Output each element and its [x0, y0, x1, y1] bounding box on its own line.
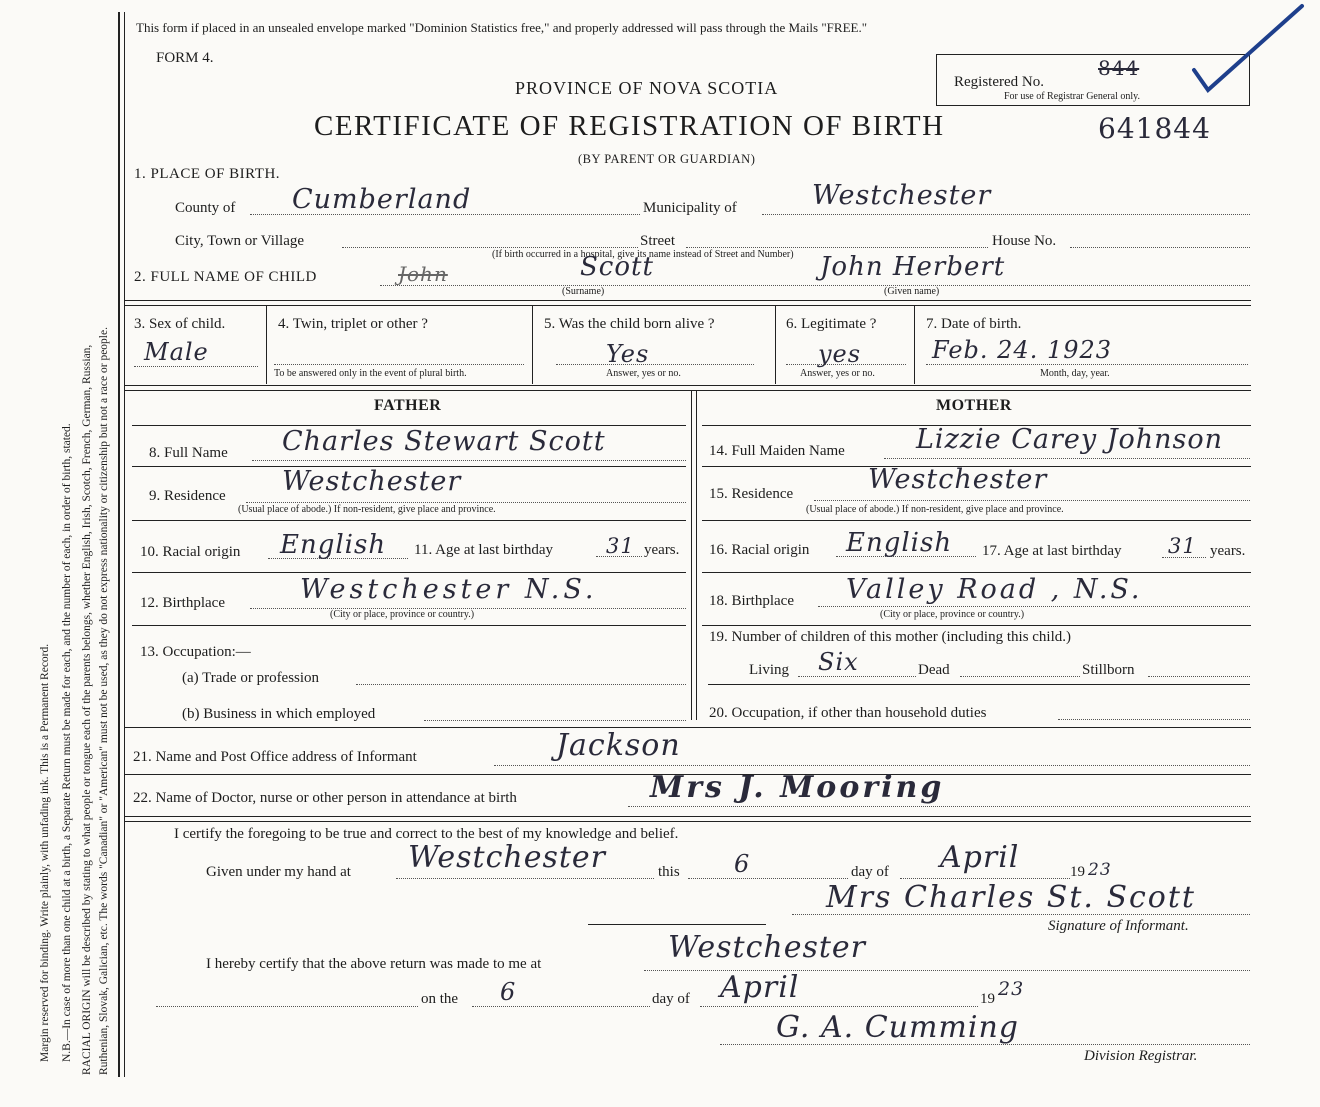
checkmark-icon: [1180, 0, 1310, 110]
father-name-line: [252, 460, 686, 461]
sex-label: 3. Sex of child.: [134, 316, 226, 332]
informant-value: Jackson: [556, 728, 681, 763]
given-place-value: Westchester: [408, 840, 607, 875]
alive-value: Yes: [606, 340, 650, 368]
living-line: [798, 676, 916, 677]
father-rule-2: [132, 520, 686, 521]
given-year-value: 23: [1088, 860, 1112, 880]
given-under-hand-label: Given under my hand at: [206, 864, 351, 880]
house-number-label: House No.: [992, 233, 1057, 249]
margin-racial-note-1: RACIAL ORIGIN will be described by stating to what people or tongue each of the parents belongs, whether English, Irish, Scotch, French, German, Russian,: [81, 344, 93, 1075]
municipality-value: Westchester: [812, 180, 992, 211]
father-birthplace-note: (City or place, province or country.): [330, 609, 475, 620]
legit-line: [786, 364, 906, 365]
mother-rule-2: [702, 520, 1251, 521]
mother-birthplace-label: 18. Birthplace: [709, 593, 794, 609]
mother-years-label: years.: [1210, 543, 1246, 559]
father-age-label: 11. Age at last birthday: [414, 542, 553, 558]
registrar-on-the-label: on the: [421, 991, 459, 1007]
row3-divider-2: [532, 306, 533, 384]
informant-line: [494, 765, 1250, 766]
mother-rule-3: [702, 572, 1251, 573]
living-label: Living: [749, 662, 789, 678]
city-label: City, Town or Village: [175, 233, 305, 249]
street-line: [686, 247, 988, 248]
mother-residence-note: (Usual place of abode.) If non-resident, give place and province.: [806, 504, 1064, 515]
registrar-month-value: April: [720, 970, 800, 1005]
city-line: [342, 247, 638, 248]
mother-race-label: 16. Racial origin: [709, 542, 810, 558]
living-value: Six: [818, 648, 859, 676]
row3-divider-1: [266, 306, 267, 384]
place-of-birth-heading: 1. PLACE OF BIRTH.: [134, 166, 281, 182]
dead-label: Dead: [918, 662, 950, 678]
mother-rule-5: [708, 684, 1250, 685]
sex-line: [134, 366, 258, 367]
father-business-line: [424, 720, 686, 721]
street-label: Street: [640, 233, 675, 249]
mother-age-value: 31: [1168, 534, 1197, 558]
rule-top-2: [124, 305, 1251, 306]
rule-cert-1: [124, 816, 1251, 817]
given-place-line: [396, 878, 654, 879]
father-business-label: (b) Business in which employed: [182, 706, 376, 722]
father-age-value: 31: [606, 534, 635, 558]
mother-age-label: 17. Age at last birthday: [982, 543, 1122, 559]
registration-number-handwritten: 641844: [1098, 112, 1211, 145]
twin-label: 4. Twin, triplet or other ?: [278, 316, 428, 332]
dob-value: Feb. 24. 1923: [932, 336, 1113, 364]
registrar-day-value: 6: [500, 978, 517, 1006]
margin-racial-note-2: Ruthenian, Slovak, Galician, etc. The words "Canadian" or "American" must not be used, as they do not express nationality or citizenship but not a race or people.: [98, 327, 110, 1075]
document-subtitle: (BY PARENT OR GUARDIAN): [578, 152, 756, 166]
registrar-statement: I hereby certify that the above return was made to me at: [206, 956, 542, 972]
province-heading: PROVINCE OF NOVA SCOTIA: [515, 78, 779, 98]
informant-sig-rule: [588, 924, 766, 925]
father-res-line: [246, 502, 686, 503]
twin-note: To be answered only in the event of plural birth.: [274, 368, 467, 379]
child-given-value: John Herbert: [820, 252, 1006, 282]
registrar-day-line: [472, 1006, 650, 1007]
given-day-of-label: day of: [851, 864, 889, 880]
registrar-year-prefix: 19: [980, 991, 995, 1007]
rule-mid-2: [124, 390, 1251, 391]
alive-line: [556, 364, 754, 365]
mother-name-label: 14. Full Maiden Name: [709, 443, 845, 459]
alive-label: 5. Was the child born alive ?: [544, 316, 715, 332]
registrar-month-line: [700, 1006, 978, 1007]
doctor-line: [628, 806, 1250, 807]
mother-name-line: [884, 458, 1250, 459]
mother-res-line: [814, 500, 1250, 501]
informant-signature: Mrs Charles St. Scott: [826, 880, 1196, 915]
mother-residence-value: Westchester: [868, 464, 1048, 495]
signature-of-informant-label: Signature of Informant.: [1048, 918, 1189, 934]
father-name-label: 8. Full Name: [149, 445, 228, 461]
form-number: FORM 4.: [156, 50, 214, 66]
mail-notice: This form if placed in an unsealed envelope marked "Dominion Statistics free," and properly addressed will pass through the Mails "FREE.": [136, 20, 868, 35]
legitimate-note: Answer, yes or no.: [800, 368, 875, 379]
father-occupation-label: 13. Occupation:—: [140, 644, 251, 660]
county-value: Cumberland: [292, 184, 472, 215]
municipality-line: [762, 214, 1250, 215]
left-border-inner: [124, 12, 125, 1077]
dead-line: [960, 676, 1080, 677]
father-years-label: years.: [644, 542, 680, 558]
father-birthplace-value: Westchester N.S.: [300, 574, 598, 605]
child-surname-value: Scott: [580, 252, 654, 282]
alive-note: Answer, yes or no.: [606, 368, 681, 379]
mother-occupation-label: 20. Occupation, if other than household duties: [709, 705, 987, 721]
mother-race-value: English: [846, 528, 953, 558]
father-residence-label: 9. Residence: [149, 488, 226, 504]
mother-rule-4: [702, 625, 1251, 626]
hospital-note: (If birth occurred in a hospital, give its name instead of Street and Number): [492, 249, 794, 260]
dob-note: Month, day, year.: [1040, 368, 1110, 379]
this-label: this: [658, 864, 680, 880]
rule-top-1: [124, 300, 1251, 301]
house-line: [1070, 247, 1250, 248]
registrar-day-of-label: day of: [652, 991, 690, 1007]
given-day-value: 6: [734, 850, 751, 878]
mother-heading: MOTHER: [936, 397, 1012, 414]
document-title: CERTIFICATE OF REGISTRATION OF BIRTH: [314, 110, 945, 142]
row3-divider-4: [914, 306, 915, 384]
parent-divider-1: [691, 390, 692, 720]
given-month-value: April: [940, 840, 1020, 875]
left-border: [118, 12, 120, 1077]
county-label: County of: [175, 200, 236, 216]
rule-parents-bottom: [124, 727, 1251, 728]
father-race-value: English: [280, 530, 387, 560]
mother-occ-line: [1058, 719, 1250, 720]
registrar-year-value: 23: [998, 978, 1025, 1000]
father-residence-value: Westchester: [282, 466, 462, 497]
stillborn-label: Stillborn: [1082, 662, 1135, 678]
informant-label: 21. Name and Post Office address of Informant: [133, 749, 417, 765]
row3-divider-3: [775, 306, 776, 384]
surname-note: (Surname): [562, 286, 605, 297]
stillborn-line: [1148, 676, 1250, 677]
father-residence-note: (Usual place of abode.) If non-resident, give place and province.: [238, 504, 496, 515]
municipality-label: Municipality of: [643, 200, 737, 216]
father-heading: FATHER: [374, 397, 442, 414]
child-name-label: 2. FULL NAME OF CHILD: [134, 269, 317, 285]
child-name-line: [380, 285, 1250, 286]
margin-nb-note: N.B.—In case of more than one child at a birth, a Separate Return must be made for each, and the number of each, in order of birth, stated.: [61, 423, 73, 1062]
doctor-value: Mrs J. Mooring: [650, 770, 945, 805]
registered-struck-number: 844: [1098, 56, 1140, 80]
margin-binding-note: Margin reserved for binding. Write plainly, with unfading ink. This is a Permanent Record.: [39, 643, 51, 1062]
month-line: [900, 878, 1070, 879]
legitimate-label: 6. Legitimate ?: [786, 316, 877, 332]
parent-divider-2: [696, 390, 697, 720]
registrar-place-value: Westchester: [668, 930, 867, 965]
mother-children-label: 19. Number of children of this mother (including this child.): [709, 629, 1072, 645]
father-birthplace-label: 12. Birthplace: [140, 595, 225, 611]
registrar-signature: G. A. Cumming: [776, 1010, 1019, 1045]
legitimate-value: yes: [818, 340, 862, 368]
father-rule-3: [132, 572, 686, 573]
mother-birthplace-note: (City or place, province or country.): [880, 609, 1025, 620]
mother-birthplace-value: Valley Road , N.S.: [846, 574, 1143, 605]
division-registrar-label: Division Registrar.: [1084, 1048, 1198, 1064]
father-rule-4: [132, 625, 686, 626]
mother-name-value: Lizzie Carey Johnson: [916, 424, 1224, 455]
child-struck-name: John: [398, 262, 448, 286]
father-name-value: Charles Stewart Scott: [282, 426, 606, 457]
twin-line: [274, 364, 524, 365]
rule-mid-1: [124, 385, 1251, 386]
father-trade-line: [356, 684, 686, 685]
registrar-general-note: For use of Registrar General only.: [1004, 91, 1140, 102]
given-year-prefix: 19: [1070, 864, 1085, 880]
father-trade-label: (a) Trade or profession: [182, 670, 320, 686]
dob-label: 7. Date of birth.: [926, 316, 1022, 332]
registered-label: Registered No.: [954, 74, 1044, 90]
dob-line: [926, 364, 1248, 365]
certify-statement: I certify the foregoing to be true and correct to the best of my knowledge and belief.: [174, 826, 679, 842]
given-name-note: (Given name): [884, 286, 940, 297]
father-race-label: 10. Racial origin: [140, 544, 241, 560]
doctor-label: 22. Name of Doctor, nurse or other person in attendance at birth: [133, 790, 517, 806]
rule-cert-2: [124, 821, 1251, 822]
sex-value: Male: [144, 338, 209, 366]
mother-bp-line: [818, 606, 1250, 607]
day-line: [688, 878, 848, 879]
registrar-prefix-line: [156, 1006, 418, 1007]
mother-residence-label: 15. Residence: [709, 486, 794, 502]
